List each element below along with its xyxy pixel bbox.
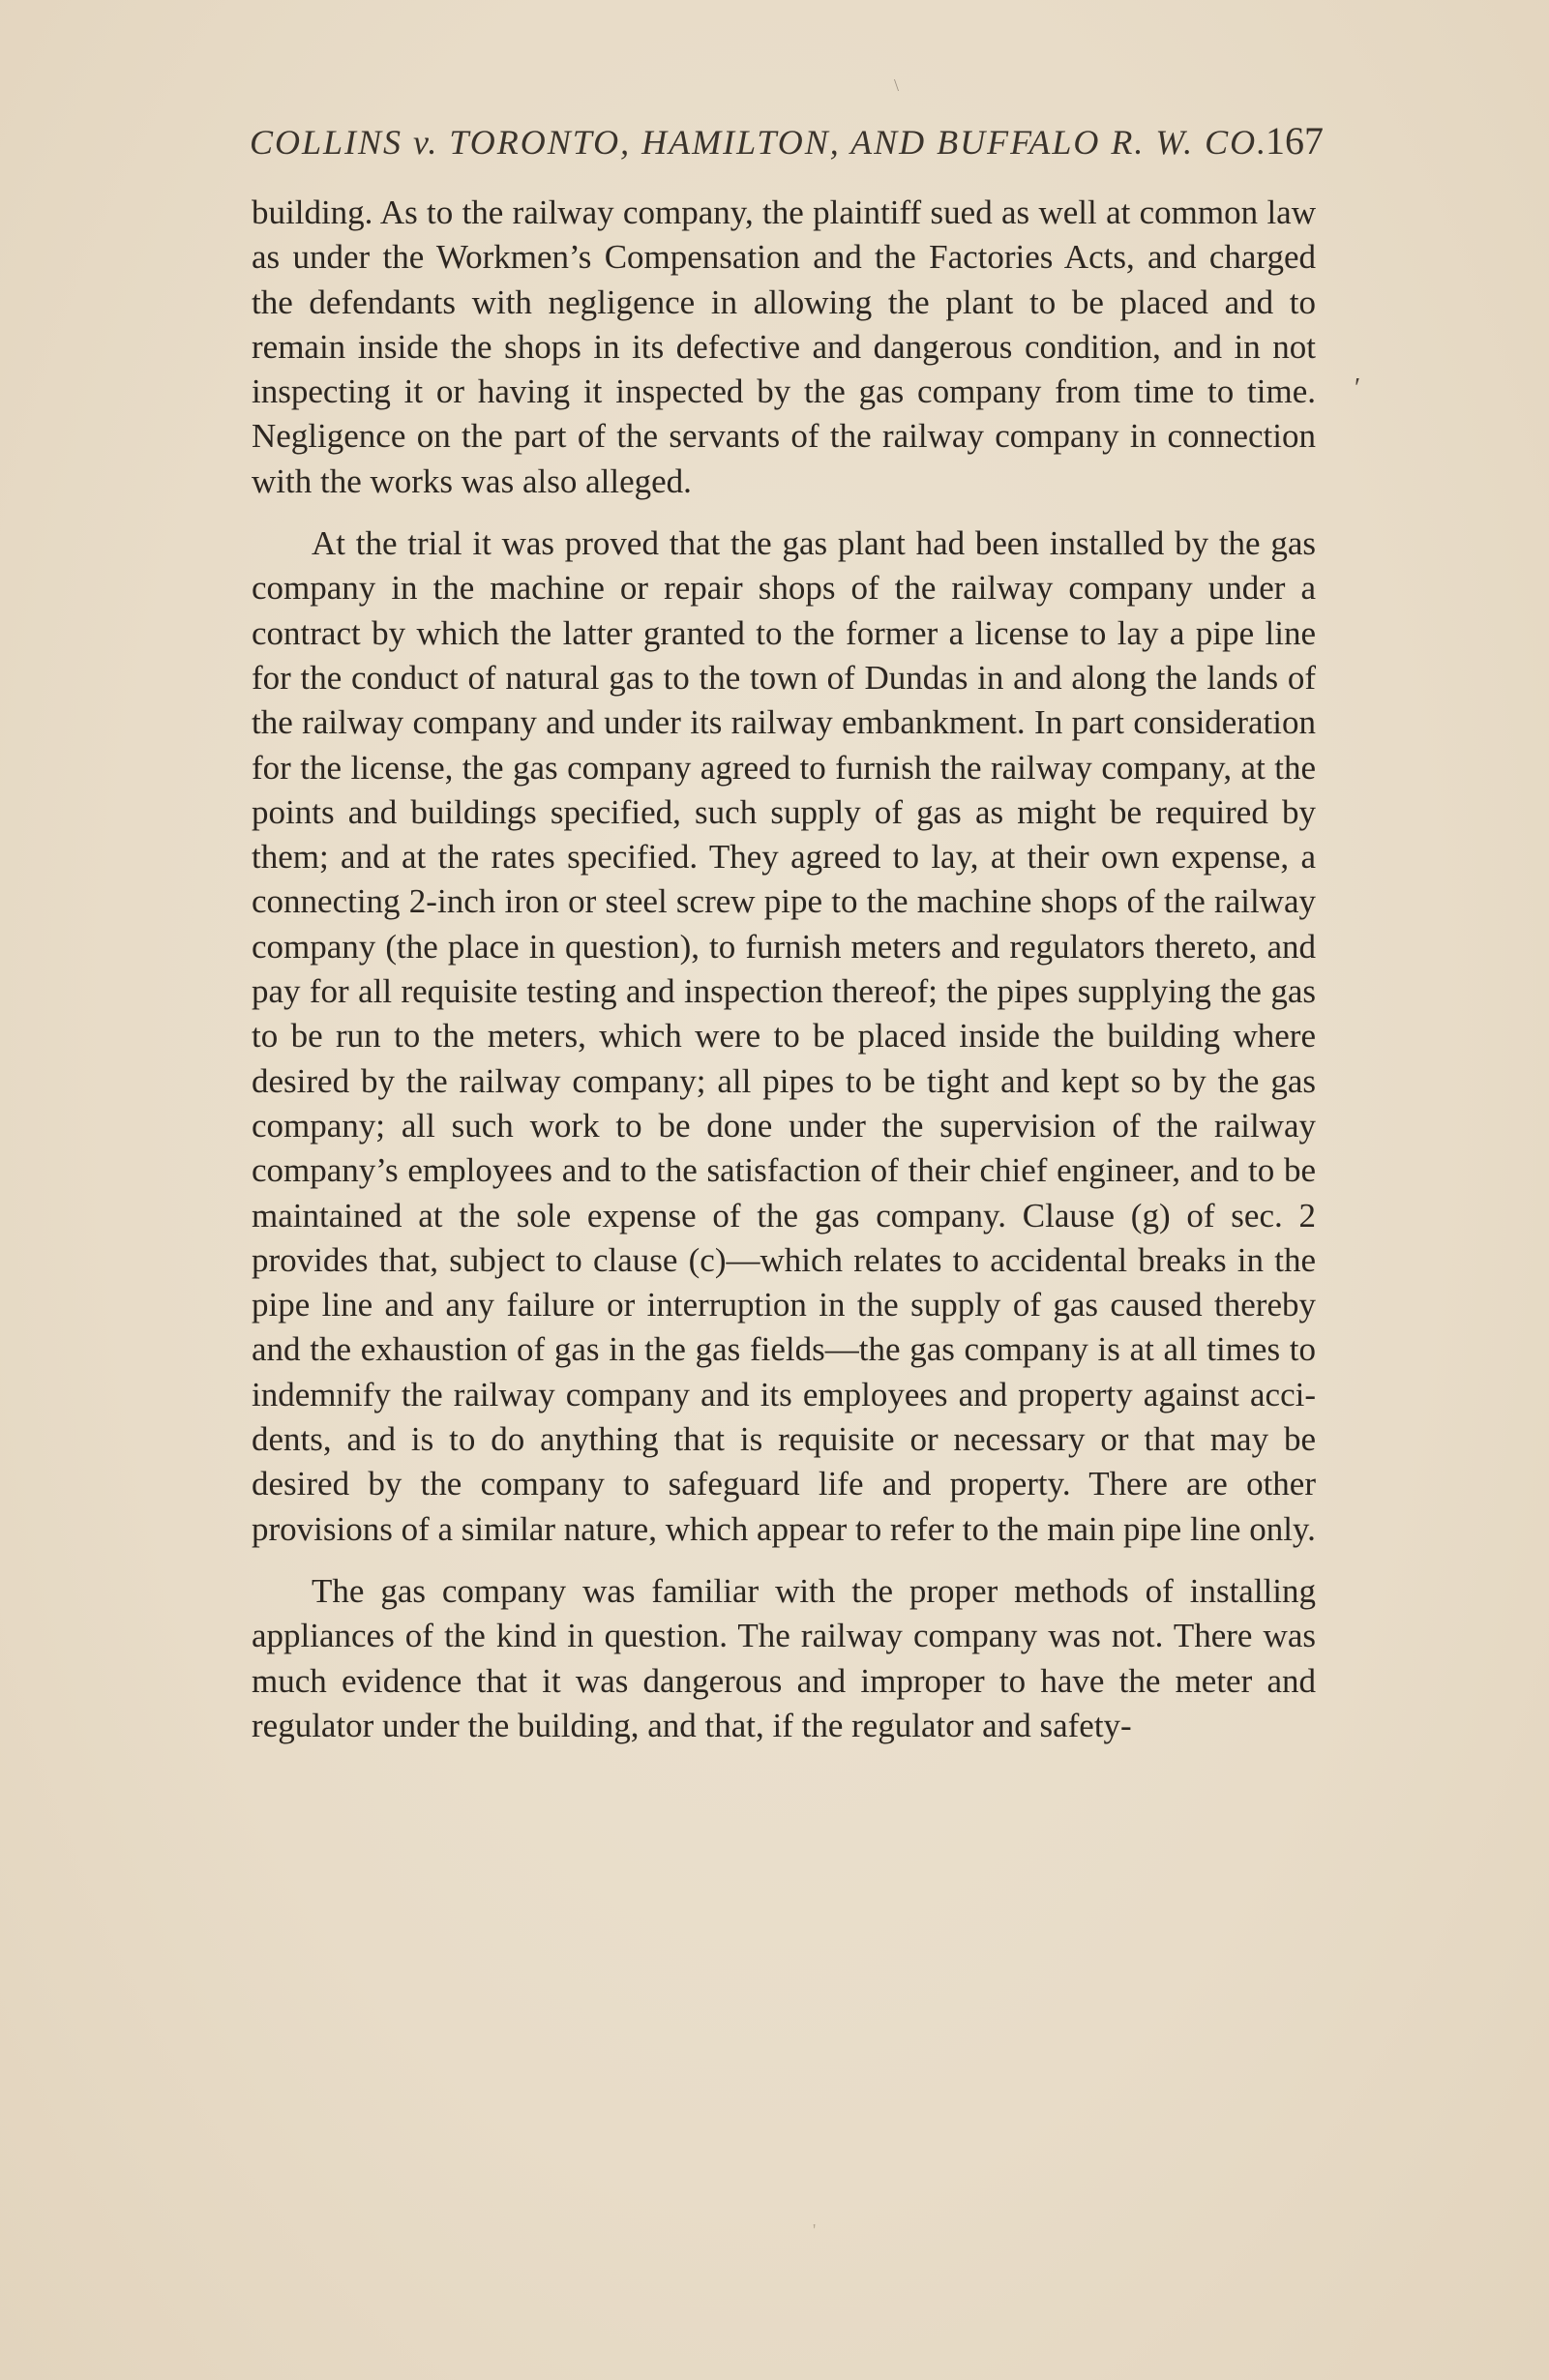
running-head xyxy=(250,114,1324,172)
stray-ink-mark-margin: ′ xyxy=(1355,373,1361,403)
stray-ink-mark-bottom: ' xyxy=(813,2220,817,2240)
body-text xyxy=(252,191,1316,1766)
paragraph-continuation: building. As to the railway company, the plaintiff sued as well at common law as under the Workmen’s Compensation and the Factories Acts, and charged the defendants with negligence in allowing the plant to be placed and to remain inside the shops in its defective and dangerous condition, and in not inspecting it or having it inspected by the gas company from time to time. Negligence on the part of the servants of the railway company in connection with the works was also alleged. xyxy=(252,193,1316,500)
paragraph-trial-evidence: At the trial it was proved that the gas plant had been installed by the gas company in the machine or repair shops of the railway company under a contract by which the latter granted to the former a license to lay a pipe line for the conduct of natural gas to the town of Dundas in and along the lands of the railway company and under its railway embankment. In part consideration for the license, the gas company agreed to furnish the railway company, at the points and buildings specified, such supply of gas as might be required by them; and at the rates specified. They agreed to lay, at their own expense, a connecting 2-inch iron or steel screw pipe to the machine shops of the railway company (the place in question), to furnish meters and regulators thereto, and pay for all requisite testing and inspection thereof; the pipes supplying the gas to be run to the meters, which were to be placed inside the building where desired by the railway company; all pipes to be tight and kept so by the gas company; all such work to be done under the supervision of the railway company’s employees and to the satisfaction of their chief engineer, and to be maintained at the sole expense of the gas company. Clause (g) of sec. 2 provides that, subject to clause (c)—which relates to accidental breaks in the pipe line and any failure or interruption in the supply of gas caused thereby and the exhaustion of gas in the gas fields—the gas company is at all times to indemnify the railway company and its employees and property against accidents, and is to do anything that is requisite or necessary or that may be desired by the company to safeguard life and property. There are other provisions of a similar nature, which appear to refer to the main pipe line only. xyxy=(252,524,1316,1548)
stray-ink-mark-top: \ xyxy=(894,75,900,95)
paragraph-gas-company-familiarity: The gas company was familiar with the proper methods of installing appliances of the kind in question. The railway company was not. There was much evidence that it was dangerous and improper to have the meter and regulator under the building, and that, if the regulator and safety- xyxy=(252,1571,1316,1744)
page-number: 167 xyxy=(1266,119,1324,163)
running-title: COLLINS v. TORONTO, HAMILTON, AND BUFFALO R. W. CO. xyxy=(250,123,1268,162)
